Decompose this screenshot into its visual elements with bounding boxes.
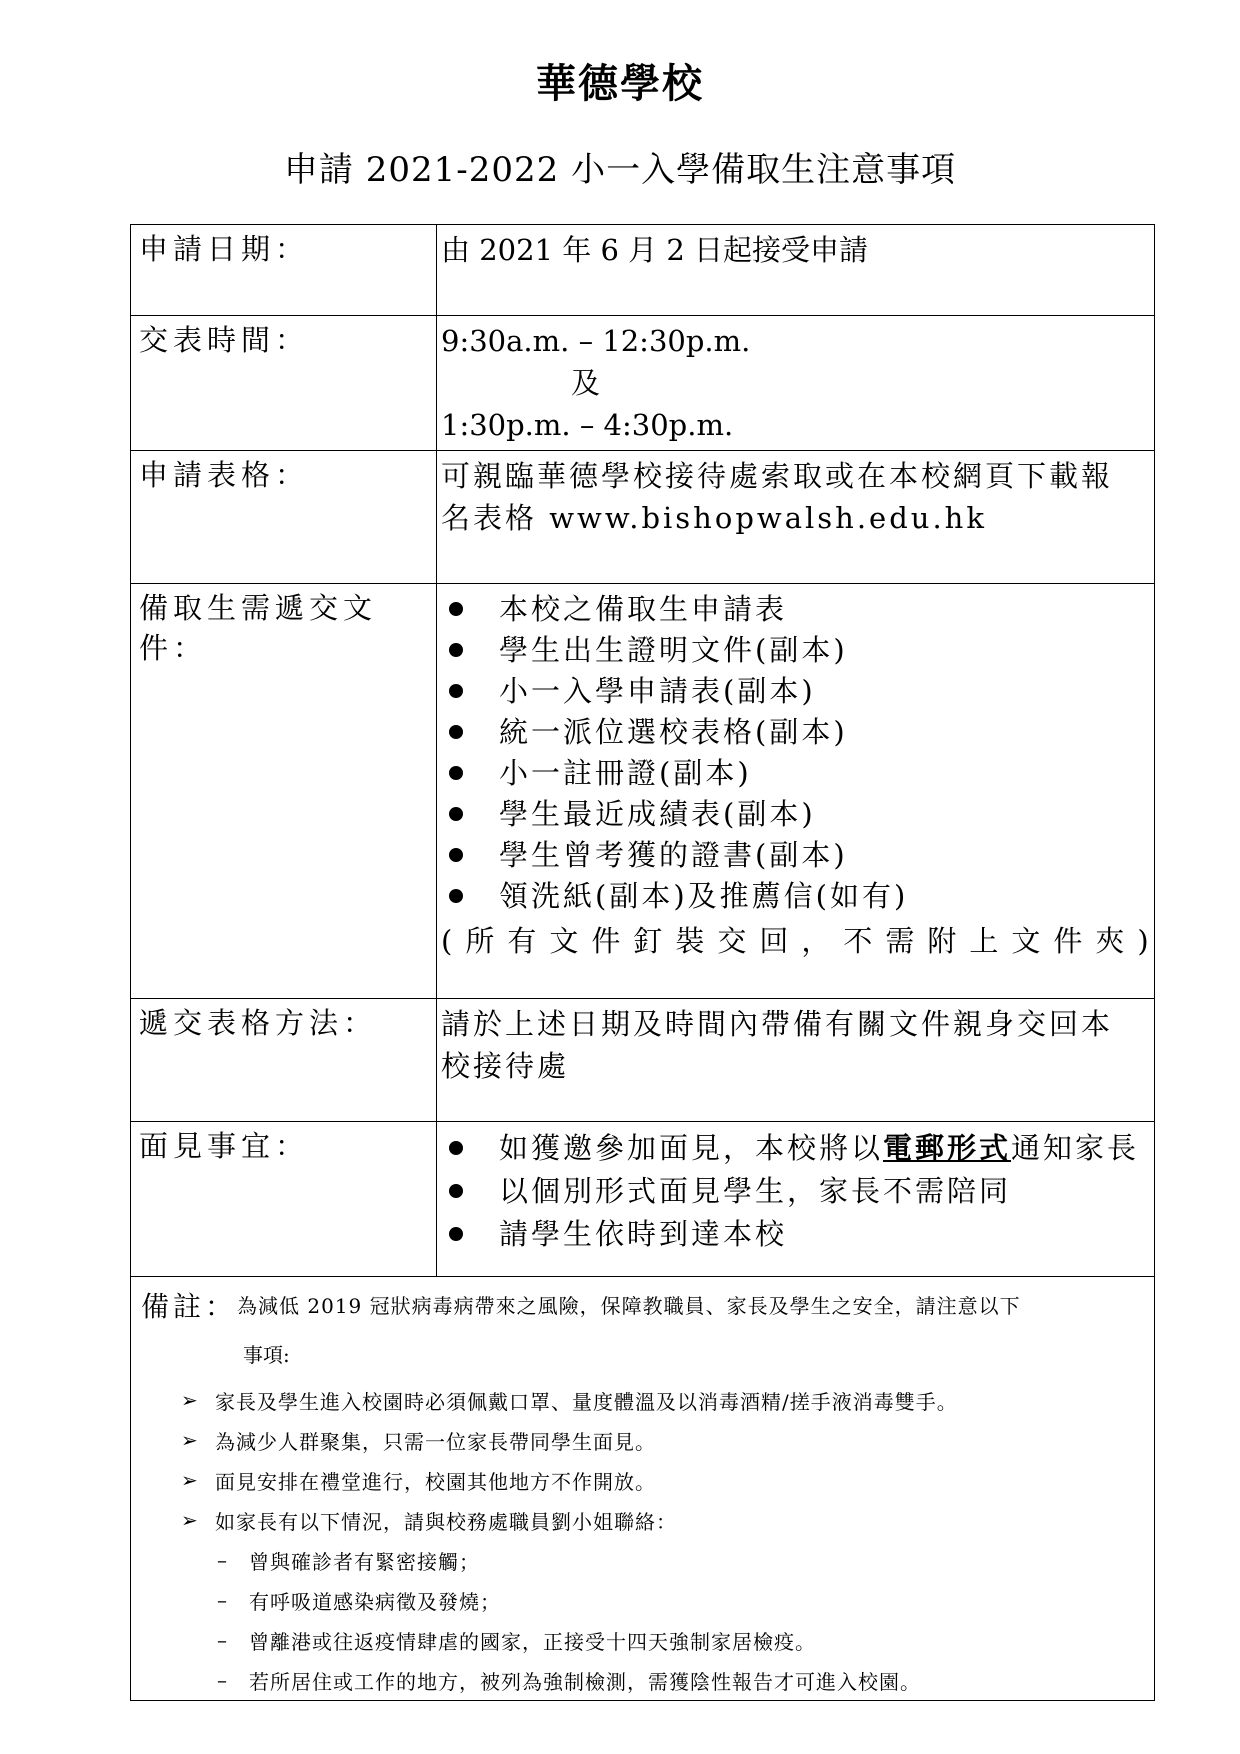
list-item [441,1126,1154,1169]
list-item [181,1500,1154,1540]
remarks-intro: 為減低 2019 冠狀病毒病帶來之風險，保障教職員、家長及學生之安全，請注意以下 [237,1294,1021,1318]
dash-bullet-icon: – [217,1628,228,1652]
bullet-icon [449,807,463,821]
documents-list [441,588,1154,916]
list-item [441,1212,1154,1255]
list-item [217,1580,1154,1620]
list-item [441,670,1154,711]
application-form-label: 申請表格： [131,451,437,584]
time-slot-morning: 9:30a.m. – 12:30p.m. [441,324,751,358]
interview-text: 通知家長 [1011,1130,1140,1165]
list-item [181,1460,1154,1500]
remarks-intro-cont: 事項: [243,1343,290,1367]
page-subtitle: 申請 2021-2022 小一入學備取生注意事項 [283,150,957,190]
required-documents-label: 備取生需遞交文件： [131,584,437,999]
application-date-label: 申請日期： [131,225,437,316]
interview-list [441,1126,1154,1255]
remarks-sub-list [141,1540,1154,1700]
interview-item-2: 以個別形式面見學生，家長不需陪同 [499,1173,1012,1208]
list-item [441,834,1154,875]
remark-sub-item: 曾離港或往返疫情肆虐的國家，正接受十四天強制家居檢疫。 [249,1629,816,1654]
bullet-icon [449,1184,463,1198]
bullet-icon [449,848,463,862]
dash-bullet-icon: – [217,1548,228,1572]
page-title: 華德學校 [536,60,704,107]
dash-bullet-icon: – [217,1588,228,1612]
remark-item: 為減少人群聚集，只需一位家長帶同學生面見。 [215,1429,656,1454]
documents-note: (所有文件釘裝交回，不需附上文件夾) [441,924,1162,958]
remark-item: 家長及學生進入校園時必須佩戴口罩、量度體溫及以消毒酒精/搓手液消毒雙手。 [215,1389,958,1414]
row-interview [131,1122,1155,1277]
remarks-cell [131,1277,1155,1701]
document-item: 小一註冊證(副本) [499,755,752,790]
application-form-value [437,451,1155,584]
submission-method-label: 遞交表格方法： [131,999,437,1122]
submission-method-line2: 校接待處 [441,1049,570,1083]
submission-method-value [437,999,1155,1122]
row-application-date [131,225,1155,316]
document-item: 領洗紙(副本)及推薦信(如有) [499,878,909,913]
list-item [217,1620,1154,1660]
arrow-bullet-icon: ➢ [181,1508,199,1532]
bullet-icon [449,1141,463,1155]
interview-value [437,1122,1155,1277]
notice-table [130,224,1162,1701]
interview-item-1 [499,1127,1139,1169]
remark-item: 如家長有以下情況，請與校務處職員劉小姐聯絡： [215,1509,677,1534]
time-slot-afternoon: 1:30p.m. – 4:30p.m. [441,408,734,442]
interview-item-3: 請學生依時到達本校 [499,1216,788,1251]
bullet-icon [449,889,463,903]
remark-sub-item: 若所居住或工作的地方，被列為強制檢測，需獲陰性報告才可進入校園。 [249,1669,921,1694]
required-documents-value [437,584,1162,999]
bullet-icon [449,725,463,739]
list-item [441,711,1154,752]
list-item [441,793,1154,834]
row-remarks [131,1277,1155,1701]
list-item [181,1420,1154,1460]
bullet-icon [449,766,463,780]
list-item [441,629,1154,670]
arrow-bullet-icon: ➢ [181,1428,199,1452]
remarks [131,1277,1154,1700]
document-item: 統一派位選校表格(副本) [499,714,848,749]
remarks-list [141,1380,1154,1540]
remarks-label: 備註： [141,1290,238,1323]
document-item: 本校之備取生申請表 [499,591,788,626]
arrow-bullet-icon: ➢ [181,1468,199,1492]
interview-text: 如獲邀參加面見，本校將以 [499,1130,884,1165]
document-item: 小一入學申請表(副本) [499,673,816,708]
list-item [441,588,1154,629]
list-item [441,875,1154,916]
list-item [181,1380,1154,1420]
bullet-icon [449,684,463,698]
row-application-form [131,451,1155,584]
document-item: 學生出生證明文件(副本) [499,632,848,667]
application-form-line2: 名表格 www.bishopwalsh.edu.hk [441,501,987,535]
application-date-value [437,225,1155,316]
list-item [217,1660,1154,1700]
bullet-icon [449,643,463,657]
application-form-line1: 可親臨華德學校接待處索取或在本校網頁下載報 [441,459,1114,493]
email-emphasis: 電郵形式 [883,1130,1012,1165]
bullet-icon [449,1227,463,1241]
time-and: 及 [571,366,601,400]
interview-label: 面見事宜： [131,1122,437,1277]
list-item [217,1540,1154,1580]
remark-item: 面見安排在禮堂進行，校園其他地方不作開放。 [215,1469,656,1494]
remark-sub-item: 曾與確診者有緊密接觸； [249,1549,480,1574]
bullet-icon [449,602,463,616]
document-item: 學生曾考獲的證書(副本) [499,837,848,872]
remark-sub-item: 有呼吸道感染病徵及發燒； [249,1589,501,1614]
list-item [441,752,1154,793]
application-date-text: 由 2021 年 6 月 2 日起接受申請 [441,233,869,267]
row-submission-time [131,316,1155,451]
submission-time-value [437,316,1155,451]
submission-time-label: 交表時間： [131,316,437,451]
document-item: 學生最近成績表(副本) [499,796,816,831]
row-submission-method [131,999,1155,1122]
remarks-head [141,1285,1154,1325]
arrow-bullet-icon: ➢ [181,1388,199,1412]
dash-bullet-icon: – [217,1668,228,1692]
list-item [441,1169,1154,1212]
row-required-documents [131,584,1155,999]
submission-method-line1: 請於上述日期及時間內帶備有關文件親身交回本 [441,1007,1114,1041]
